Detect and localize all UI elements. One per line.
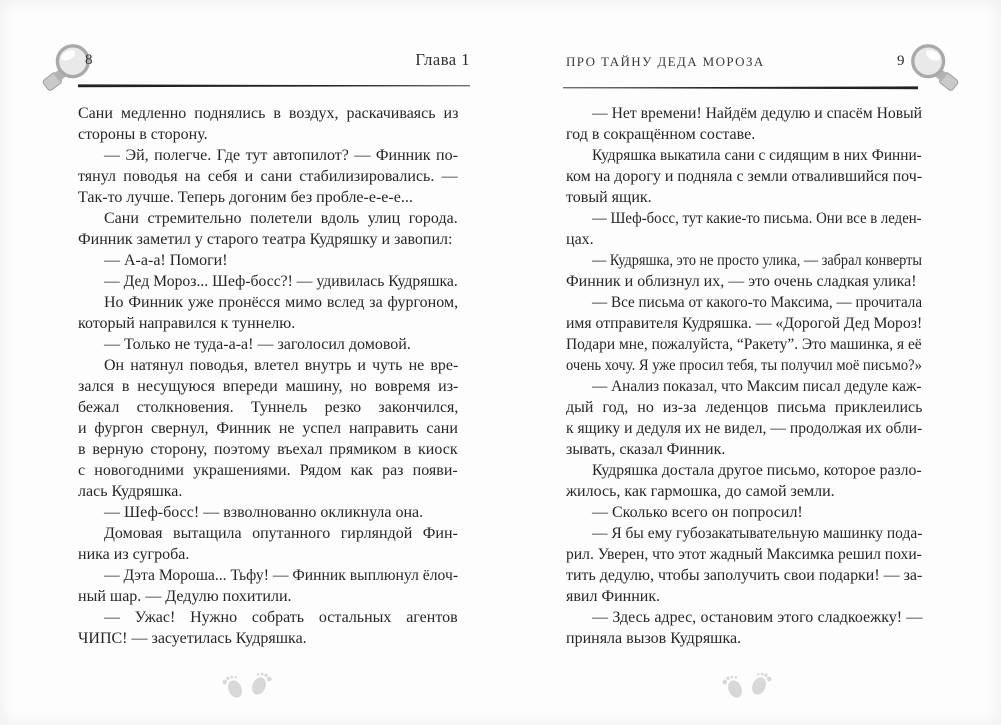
text-line: очень хочу. Я уже просил тебя, ты получил моё письмо?» [566, 357, 922, 374]
text-line: год в сокращённом составе. [566, 126, 756, 143]
header-rule [78, 75, 470, 93]
left-page [0, 0, 500, 725]
footprints-icon [218, 664, 278, 704]
text-line: — Ужас! Нужно собрать остальных агентов [104, 609, 458, 626]
text-line: жилось, как гармошка, до самой земли. [566, 483, 835, 500]
text-line: имя отправителя Кудряшка. — «Дорогой Дед Мороз! [566, 315, 923, 332]
text-line: — Здесь адрес, остановим этого сладкоежку! — [592, 609, 923, 626]
text-line: Он натянул поводья, влетел внутрь и чуть не вре- [104, 357, 459, 374]
text-line: — Только не туда-а-а! — заголосил домовой. [104, 336, 411, 353]
text-line: — Дед Мороз... Шеф-босс?! — удивилась Кудряшка. [104, 273, 458, 290]
text-line: ный шар. — Дедулю похитили. [78, 588, 292, 605]
text-line: рил. Уверен, что этот жадный Максимка решил похи- [566, 546, 922, 563]
text-line: Финник заметил у старого театра Кудряшку и завопил: [78, 231, 453, 248]
text-line: Кудряшка достала другое письмо, которое разло- [592, 462, 922, 479]
text-line: Сани стремительно полетели вдоль улиц города. [104, 210, 458, 227]
text-line: — Шеф-босс, тут какие-то письма. Они все в леден- [592, 210, 922, 227]
header-rule [563, 77, 918, 95]
page-number: 8 [85, 52, 93, 68]
text-line: в верную сторону, поэтому въехал прямиком в киоск [78, 441, 458, 458]
text-line: Сани медленно поднялись в воздух, раскачиваясь из [78, 105, 459, 122]
page-number: 9 [897, 53, 905, 69]
running-header: ПРО ТАЙНУ ДЕДА МОРОЗА [566, 54, 765, 69]
text-line: ЧИПС! — засуетилась Кудряшка. [78, 630, 307, 647]
text-line: который направился к туннелю. [78, 315, 296, 332]
text-line: — Шеф-босс! — взволнованно окликнула она. [104, 504, 424, 521]
text-line: — А-а-а! Помоги! [104, 252, 228, 269]
text-line: ника из сугроба. [78, 546, 190, 563]
text-line: дый год, но из-за леденцов письма приклеились [566, 399, 923, 416]
text-line: явил Финник. [566, 588, 661, 605]
text-line: — Сколько всего он попросил! [592, 504, 803, 521]
right-page-text [566, 103, 922, 649]
text-line: лась Кудряшка. [78, 483, 183, 500]
text-line: зался в несущуюся впереди машину, но вовремя из- [78, 378, 459, 395]
text-line: ком на дорогу и подняла с земли отвалившийся поч- [566, 168, 923, 185]
chapter-header: Глава 1 [415, 50, 470, 69]
text-line: к ящику и дедуля их не видел, — продолжая их обли- [566, 420, 923, 437]
text-line: — Нет времени! Найдём дедулю и спасём Новый [592, 105, 923, 122]
text-line: — Все письма от какого-то Максима, — прочитала [592, 294, 923, 311]
text-line: тянул поводья на себя и сани стабилизировались. — [78, 168, 458, 185]
text-line: Так-то лучше. Теперь догоним без пробле-е-е-е... [78, 189, 413, 206]
text-line: стороны в сторону. [78, 126, 208, 143]
text-line: тить дедулю, чтобы заполучить свои подарки! — за- [566, 567, 923, 584]
text-line: бежал столкновения. Туннель резко закончился, [78, 399, 459, 416]
text-line: с новогодними украшениями. Рядом как раз появи- [78, 462, 458, 479]
text-line: — Дэта Мороша... Тьфу! — Финник выплюнул ёлоч- [104, 567, 459, 584]
text-line: Подари мне, пожалуйста, “Ракету”. Это машинка, я её [566, 336, 922, 353]
text-line: — Кудряшка, это не просто улика, — забрал конверты [592, 252, 922, 269]
text-line: Кудряшка выкатила сани с сидящим в них Финни- [592, 147, 922, 164]
text-line: — Анализ показал, что Максим писал дедуле каж- [592, 378, 922, 395]
right-page [501, 0, 1001, 725]
text-line: цах. [566, 231, 594, 248]
text-line: — Эй, полегче. Где тут автопилот? — Финник по- [104, 147, 458, 164]
text-line: Финник и облизнул их, — это очень сладкая улика! [566, 273, 917, 290]
text-line: зывать, сказал Финник. [566, 441, 726, 458]
footprints-icon [718, 664, 778, 704]
left-page-text [78, 103, 458, 649]
text-line: Но Финник уже пронёсся мимо вслед за фургоном, [104, 294, 459, 311]
text-line: — Я бы ему губозакатывательную машинку пода- [592, 525, 923, 542]
text-line: приняла вызов Кудряшка. [566, 630, 742, 647]
text-line: и фургон свернул, Финник не успел направить сани [78, 420, 458, 437]
text-line: Домовая вытащила опутанного гирляндой Фин- [104, 525, 458, 542]
text-line: товый ящик. [566, 189, 652, 206]
